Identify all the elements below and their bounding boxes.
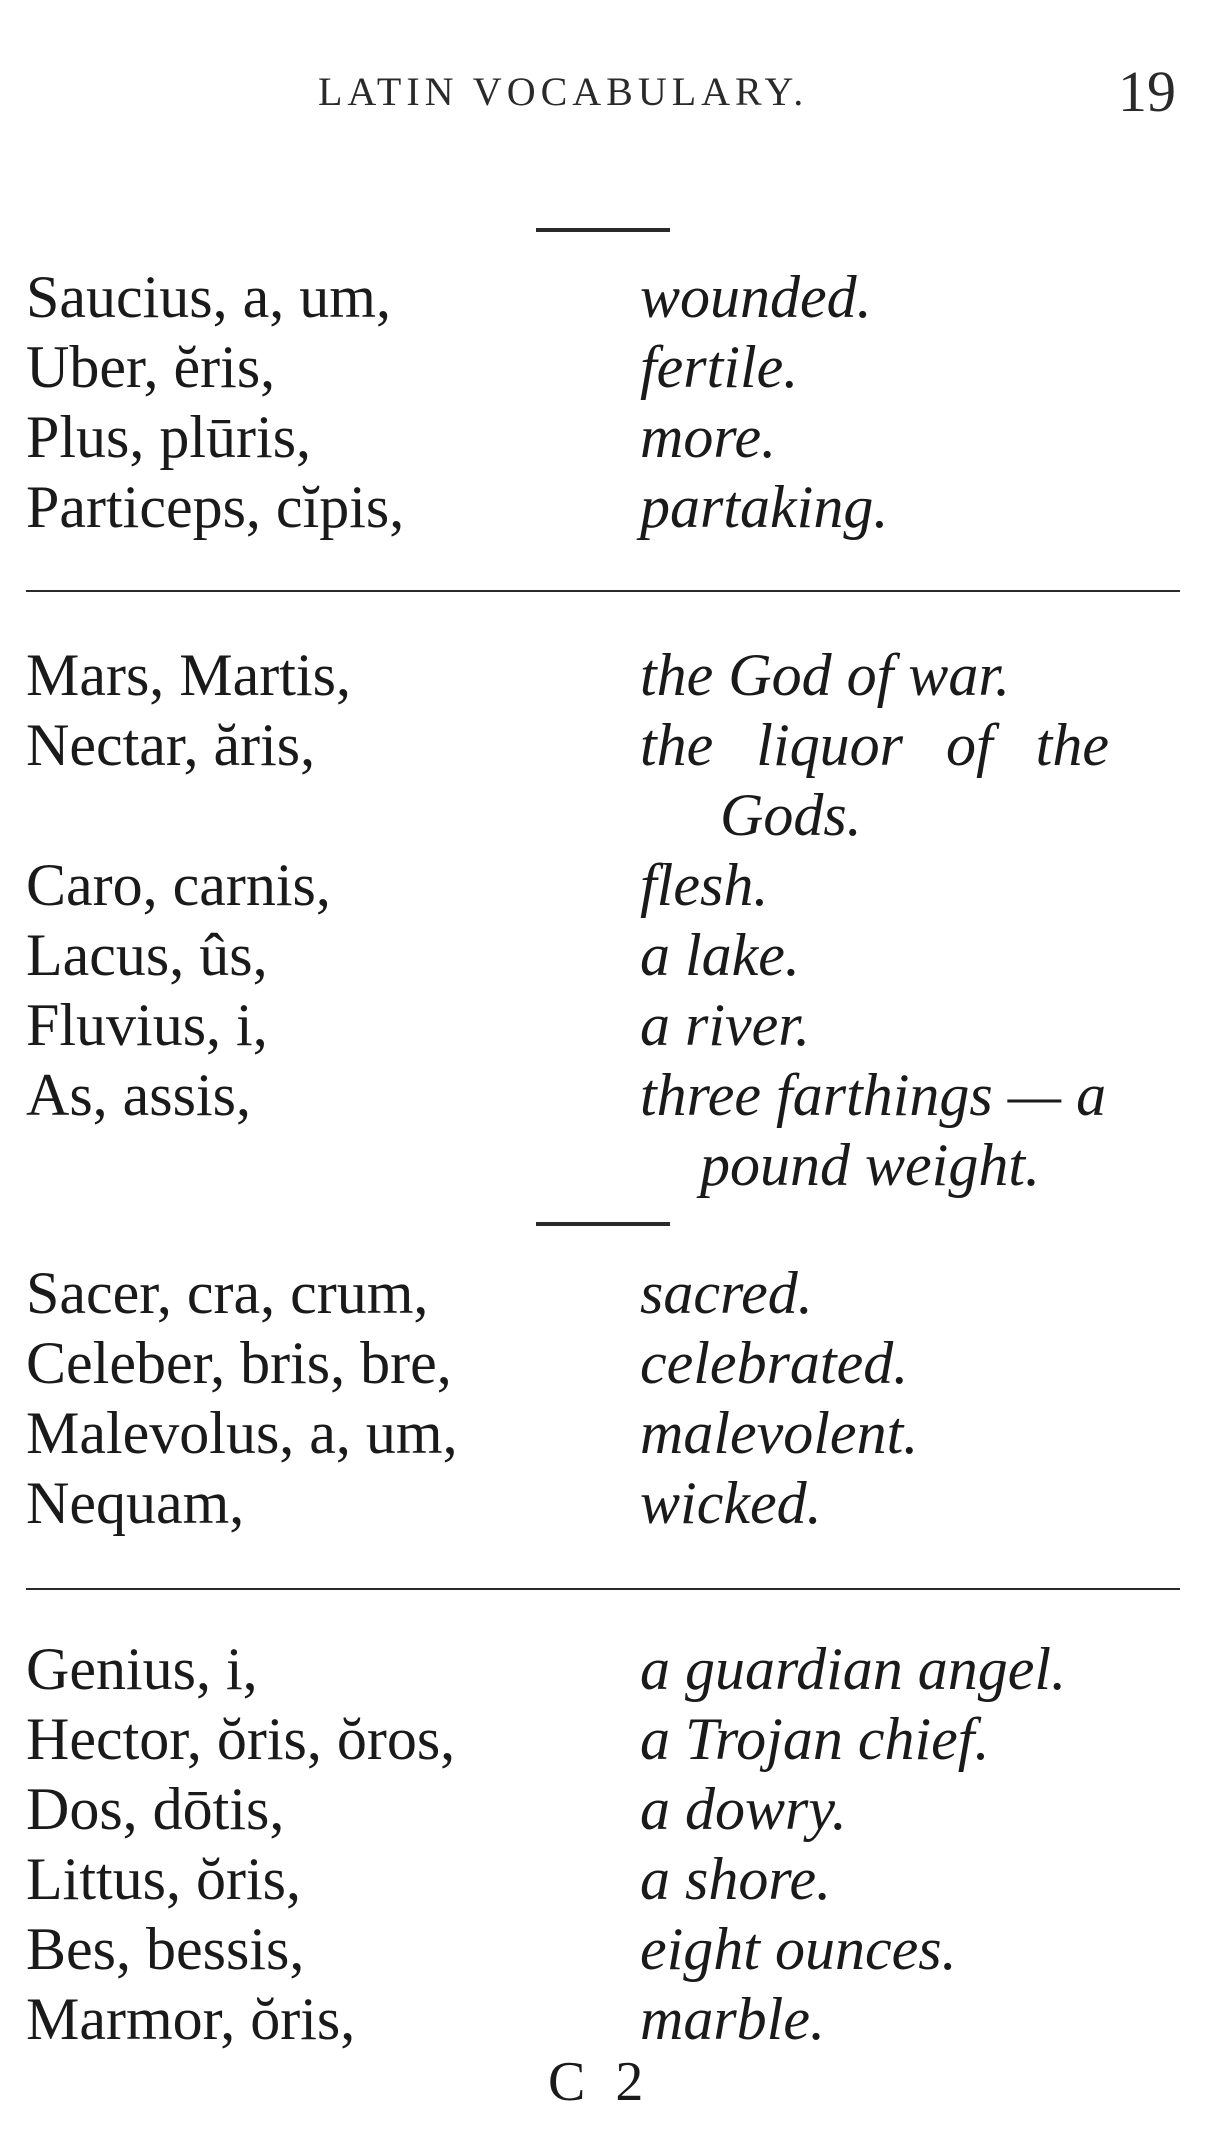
latin-term: Fluvius, i, [26, 992, 268, 1058]
latin-term: Dos, dōtis, [26, 1776, 285, 1842]
vocab-entry [0, 402, 1212, 472]
vocab-entry [0, 640, 1212, 710]
vocab-entry [0, 1914, 1212, 1984]
latin-term: Genius, i, [26, 1636, 258, 1702]
latin-term: Sacer, cra, crum, [26, 1260, 429, 1326]
section-divider-long [26, 1588, 1180, 1590]
vocab-entry [0, 920, 1212, 990]
vocab-entry [0, 1468, 1212, 1538]
latin-term: Saucius, a, um, [26, 264, 391, 330]
latin-term: Uber, ĕris, [26, 334, 276, 400]
vocab-entry [0, 1634, 1212, 1704]
english-meaning: eight ounces. [640, 1916, 957, 1982]
vocab-entry [0, 472, 1212, 542]
english-meaning: the liquor of the [640, 712, 1109, 778]
latin-term: Nequam, [26, 1470, 245, 1536]
vocab-entry [0, 1328, 1212, 1398]
english-meaning-continued: pound weight. [700, 1132, 1040, 1198]
vocab-entry [0, 332, 1212, 402]
latin-term: Bes, bessis, [26, 1916, 305, 1982]
english-meaning-continued: Gods. [720, 782, 862, 848]
english-meaning: three farthings — a [640, 1062, 1107, 1128]
vocab-entry [0, 1704, 1212, 1774]
vocab-entry [0, 1984, 1212, 2054]
english-meaning: celebrated. [640, 1330, 909, 1396]
english-meaning: a Trojan chief. [640, 1706, 990, 1772]
english-meaning: flesh. [640, 852, 769, 918]
english-meaning: wicked. [640, 1470, 822, 1536]
latin-term: Particeps, cĭpis, [26, 474, 405, 540]
printer-signature-mark: C 2 [548, 2051, 652, 2113]
vocab-entry [0, 1774, 1212, 1844]
latin-term: Lacus, ûs, [26, 922, 268, 988]
english-meaning: a dowry. [640, 1776, 847, 1842]
english-meaning: a guardian angel. [640, 1636, 1067, 1702]
latin-term: Littus, ŏris, [26, 1846, 302, 1912]
english-meaning: more. [640, 404, 777, 470]
latin-term: As, assis, [26, 1062, 252, 1128]
vocab-entry [0, 990, 1212, 1060]
latin-term: Mars, Martis, [26, 642, 351, 708]
vocab-entry [0, 1258, 1212, 1328]
vocab-entry [0, 1844, 1212, 1914]
english-meaning: marble. [640, 1986, 825, 2052]
latin-term: Nectar, ăris, [26, 712, 316, 778]
running-header-title: LATIN VOCABULARY. [318, 69, 809, 114]
section-divider-long [26, 590, 1180, 592]
latin-term: Celeber, bris, bre, [26, 1330, 452, 1396]
english-meaning: fertile. [640, 334, 799, 400]
english-meaning: malevolent. [640, 1400, 919, 1466]
latin-term: Marmor, ŏris, [26, 1986, 356, 2052]
english-meaning: partaking. [640, 474, 889, 540]
latin-term: Hector, ŏris, ŏros, [26, 1706, 456, 1772]
english-meaning: sacred. [640, 1260, 813, 1326]
latin-term: Plus, plūris, [26, 404, 312, 470]
section-divider-short [536, 228, 670, 232]
latin-term: Caro, carnis, [26, 852, 331, 918]
english-meaning: a lake. [640, 922, 800, 988]
vocab-entry [0, 1398, 1212, 1468]
english-meaning: a shore. [640, 1846, 832, 1912]
english-meaning: the God of war. [640, 642, 1011, 708]
vocab-entry [0, 262, 1212, 332]
english-meaning: a river. [640, 992, 810, 1058]
english-meaning: wounded. [640, 264, 872, 330]
page-number: 19 [1118, 59, 1176, 124]
vocab-entry [0, 1060, 1212, 1198]
latin-term: Malevolus, a, um, [26, 1400, 458, 1466]
vocab-entry [0, 850, 1212, 920]
vocab-entry [0, 710, 1212, 848]
section-divider-short [536, 1222, 670, 1226]
